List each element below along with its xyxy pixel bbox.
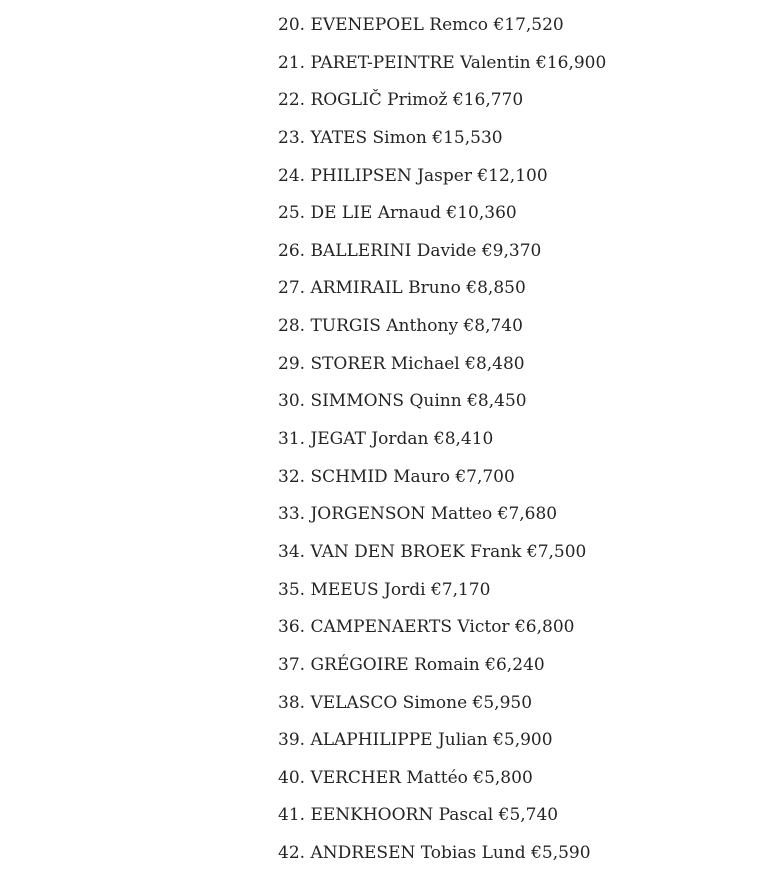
ranking-item-38: 38. VELASCO Simone €5,950 [278, 692, 533, 713]
ranking-item-25: 25. DE LIE Arnaud €10,360 [278, 203, 517, 224]
ranking-item-41: 41. EENKHOORN Pascal €5,740 [278, 805, 559, 826]
ranking-item-37: 37. GRÉGOIRE Romain €6,240 [278, 654, 545, 675]
ranking-item-30: 30. SIMMONS Quinn €8,450 [278, 391, 527, 412]
ranking-item-39: 39. ALAPHILIPPE Julian €5,900 [278, 730, 553, 751]
ranking-item-34: 34. VAN DEN BROEK Frank €7,500 [278, 541, 587, 562]
ranking-item-27: 27. ARMIRAIL Bruno €8,850 [278, 278, 526, 299]
ranking-item-28: 28. TURGIS Anthony €8,740 [278, 316, 523, 337]
ranking-item-31: 31. JEGAT Jordan €8,410 [278, 429, 494, 450]
ranking-item-24: 24. PHILIPSEN Jasper €12,100 [278, 165, 548, 186]
ranking-item-33: 33. JORGENSON Matteo €7,680 [278, 504, 558, 525]
ranking-item-42: 42. ANDRESEN Tobias Lund €5,590 [278, 843, 591, 864]
ranking-item-23: 23. YATES Simon €15,530 [278, 127, 503, 148]
prize-money-ranking-list [278, 7, 606, 873]
ranking-item-35: 35. MEEUS Jordi €7,170 [278, 579, 491, 600]
ranking-item-32: 32. SCHMID Mauro €7,700 [278, 466, 515, 487]
ranking-item-40: 40. VERCHER Mattéo €5,800 [278, 767, 533, 788]
ranking-item-26: 26. BALLERINI Davide €9,370 [278, 240, 542, 261]
ranking-item-36: 36. CAMPENAERTS Victor €6,800 [278, 617, 575, 638]
ranking-item-20: 20. EVENEPOEL Remco €17,520 [278, 15, 564, 35]
ranking-item-21: 21. PARET-PEINTRE Valentin €16,900 [278, 52, 607, 73]
ranking-item-29: 29. STORER Michael €8,480 [278, 353, 525, 374]
ranking-item-22: 22. ROGLIČ Primož €16,770 [278, 90, 524, 111]
